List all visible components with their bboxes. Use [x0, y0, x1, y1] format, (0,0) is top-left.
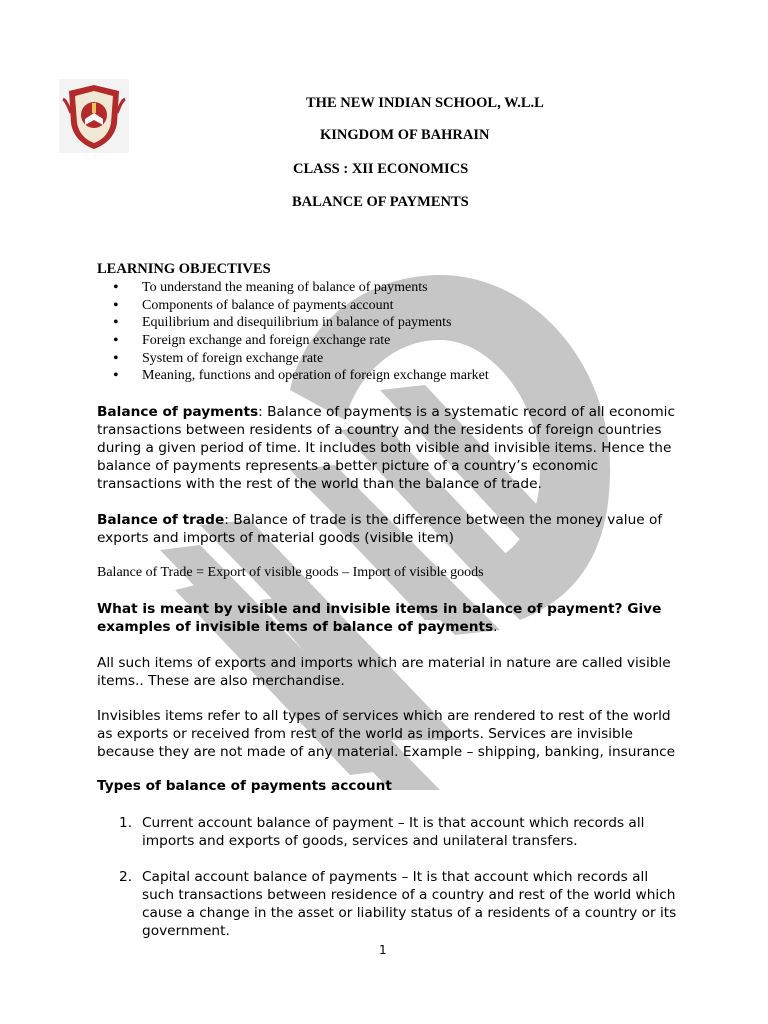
topic-title: BALANCE OF PAYMENTS — [292, 194, 469, 210]
bop-text: : Balance of payments is a systematic record of all economic transactions between residents of a country and the residents of foreign countries during a given period of time. It includes both visible and invisible items. Hence the balance of payments represents a better picture of a country’s economic transactions with the rest of the world than the balance of trade. — [97, 404, 675, 492]
page-number: 1 — [379, 943, 387, 957]
objective-item: • Foreign exchange and foreign exchange rate — [113, 332, 489, 350]
bot-text: : Balance of trade is the difference between the money value of exports and imports of material goods (visible item) — [97, 512, 663, 546]
list-item-text: Capital account balance of payments – It is that account which records all such transactions between residence of a country and rest of the world which cause a change in the asset or liability status of a residents of a country or its government. — [142, 869, 677, 939]
learning-objectives-heading: LEARNING OBJECTIVES — [97, 261, 271, 277]
types-heading: Types of balance of payments account — [97, 778, 392, 794]
list-number: 2. — [119, 869, 133, 885]
bop-definition — [97, 403, 677, 493]
school-name: THE NEW INDIAN SCHOOL, W.L.L — [306, 95, 544, 111]
country-name: KINGDOM OF BAHRAIN — [320, 127, 490, 143]
list-number: 1. — [119, 815, 133, 831]
bot-formula: Balance of Trade = Export of visible goods – Import of visible goods — [97, 565, 484, 580]
school-crest-logo — [59, 79, 129, 153]
bot-definition — [97, 511, 677, 547]
question-text: What is meant by visible and invisible items in balance of payment? Give examples of invisible items of balance of payments — [97, 601, 662, 635]
types-list-item — [97, 868, 677, 940]
objective-item: • Meaning, functions and operation of foreign exchange market — [113, 367, 489, 385]
invisible-items-paragraph: Invisibles items refer to all types of services which are rendered to rest of the world as exports or received from rest of the world as imports. Services are invisible because they are not made of any material. Example – shipping, banking, insurance — [97, 708, 676, 760]
learning-objectives-list — [113, 279, 489, 385]
bot-term: Balance of trade — [97, 512, 225, 528]
list-item-text: Current account balance of payment – It is that account which records all imports and exports of goods, services and unilateral transfers. — [142, 815, 645, 849]
objective-item: • System of foreign exchange rate — [113, 350, 489, 368]
class-title: CLASS : XII ECONOMICS — [293, 161, 469, 177]
objective-item: • Components of balance of payments account — [113, 297, 489, 315]
objective-item: • Equilibrium and disequilibrium in balance of payments — [113, 314, 489, 332]
bop-term: Balance of payments — [97, 404, 259, 420]
question-trail: . — [493, 619, 498, 635]
question — [97, 600, 677, 636]
visible-items-paragraph: All such items of exports and imports which are material in nature are called visible items.. These are also merchandise. — [97, 655, 671, 689]
types-list-item — [97, 814, 677, 850]
objective-item: • To understand the meaning of balance of payments — [113, 279, 489, 297]
